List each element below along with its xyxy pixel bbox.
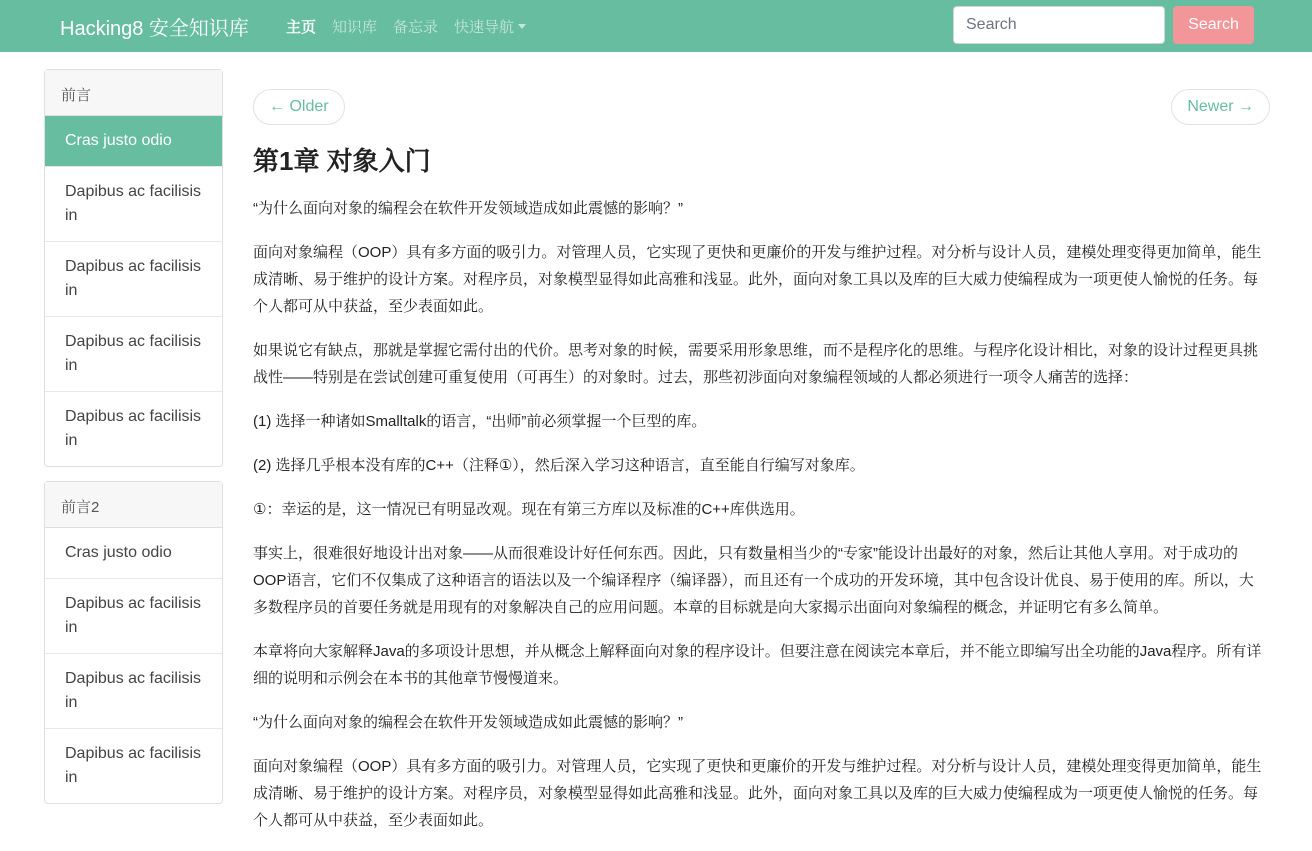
search-button[interactable]: Search: [1173, 6, 1254, 44]
paragraph: (2) 选择几乎根本没有库的C++（注释①），然后深入学习这种语言，直至能自行编写对象库。: [253, 457, 865, 474]
paragraph: 本章将向大家解释Java的多项设计思想，并从概念上解释面向对象的程序设计。但要注意在阅读完本章后，并不能立即编写出全功能的Java程序。所有详细的说明和示例会在本书的其他章节慢慢道来。: [253, 643, 1262, 687]
brand-logo[interactable]: Hacking8 安全知识库: [60, 18, 249, 40]
nav-knowledge-base[interactable]: 知识库: [332, 19, 378, 36]
paragraph: “为什么面向对象的编程会在软件开发领域造成如此震憾的影响？”: [253, 714, 683, 731]
sidebar-group-header: 前言: [45, 70, 222, 116]
page-title: 第1章 对象入门: [253, 146, 431, 176]
paragraph: (1) 选择一种诸如Smalltalk的语言，“出师”前必须掌握一个巨型的库。: [253, 413, 707, 430]
nav-quick-nav-label: 快速导航: [454, 19, 515, 36]
older-button[interactable]: ← Older: [253, 89, 345, 125]
sidebar-item[interactable]: Dapibus ac facilisis in: [65, 745, 202, 786]
paragraph: “为什么面向对象的编程会在软件开发领域造成如此震憾的影响？”: [253, 200, 683, 217]
paragraph: 面向对象编程（OOP）具有多方面的吸引力。对管理人员，它实现了更快和更廉价的开发与维护过程。对分析与设计人员，建模处理变得更加简单，能生成清晰、易于维护的设计方案。对程序员，对象模型显得如此高雅和浅显。此外，面向对象工具以及库的巨大威力使编程成为一项更使人愉悦的任务。每个人都可从中获益，至少表面如此。: [253, 758, 1262, 829]
paragraph: 面向对象编程（OOP）具有多方面的吸引力。对管理人员，它实现了更快和更廉价的开发与维护过程。对分析与设计人员，建模处理变得更加简单，能生成清晰、易于维护的设计方案。对程序员，对象模型显得如此高雅和浅显。此外，面向对象工具以及库的巨大威力使编程成为一项更使人愉悦的任务。每个人都可从中获益，至少表面如此。: [253, 244, 1262, 315]
sidebar-item[interactable]: Cras justo odio: [45, 528, 222, 579]
sidebar-item[interactable]: Dapibus ac facilisis in: [45, 317, 222, 392]
navbar: [0, 0, 1312, 52]
caret-down-icon: [518, 24, 526, 29]
paragraph: ①：幸运的是，这一情况已有明显改观。现在有第三方库以及标准的C++库供选用。: [253, 501, 805, 518]
sidebar-item[interactable]: Dapibus ac facilisis in: [45, 579, 222, 654]
sidebar-item[interactable]: Dapibus ac facilisis in: [65, 408, 202, 449]
nav-home[interactable]: 主页: [286, 19, 317, 36]
sidebar-item[interactable]: Dapibus ac facilisis in: [45, 167, 222, 242]
nav-memo[interactable]: 备忘录: [393, 19, 439, 36]
nav-links: [286, 16, 526, 37]
sidebar-group-preface-2: [44, 481, 223, 804]
nav-quick-nav-dropdown[interactable]: [454, 16, 526, 37]
sidebar: [44, 69, 223, 786]
search-input[interactable]: [953, 6, 1165, 44]
article-body: [253, 195, 1263, 851]
paragraph: 如果说它有缺点，那就是掌握它需付出的代价。思考对象的时候，需要采用形象思维，而不是程序化的思维。与程序化设计相比，对象的设计过程更具挑战性——特别是在尝试创建可重复使用（可再生）的对象时。过去，那些初涉面向对象编程领域的人都必须进行一项令人痛苦的选择：: [253, 342, 1259, 386]
sidebar-item[interactable]: Dapibus ac facilisis in: [45, 654, 222, 729]
sidebar-group-header: 前言2: [45, 482, 222, 528]
sidebar-item[interactable]: Dapibus ac facilisis in: [45, 242, 222, 317]
newer-button[interactable]: Newer →: [1171, 89, 1270, 125]
sidebar-item[interactable]: Cras justo odio: [45, 116, 222, 167]
main-content: [253, 89, 1270, 829]
sidebar-group-preface: [44, 69, 223, 467]
paragraph: 事实上，很难很好地设计出对象——从而很难设计好任何东西。因此，只有数量相当少的“专家”能设计出最好的对象，然后让其他人享用。对于成功的OOP语言，它们不仅集成了这种语言的语法以及一个编译程序（编译器），而且还有一个成功的开发环境，其中包含设计优良、易于使用的库。所以，大多数程序员的首要任务就是用现有的对象解决自己的应用问题。本章的目标就是向大家揭示出面向对象编程的概念，并证明它有多么简单。: [253, 545, 1254, 616]
